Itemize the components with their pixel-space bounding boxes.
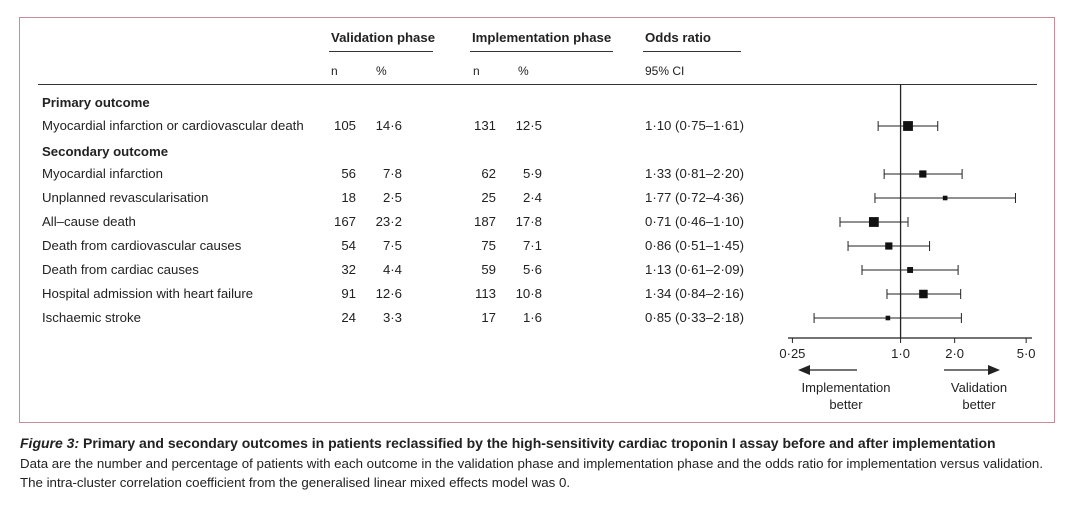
implementation-pct: 2·4 <box>522 190 542 205</box>
implementation-pct: 7·1 <box>522 238 542 253</box>
validation-n: 24 <box>341 310 356 325</box>
outcome-label: Myocardial infarction <box>42 166 163 181</box>
implementation-n: 75 <box>481 238 496 253</box>
implementation-n: 59 <box>481 262 496 277</box>
implementation-n: 25 <box>481 190 496 205</box>
validation-n: 18 <box>341 190 356 205</box>
validation-n-header: n <box>331 64 338 78</box>
validation-pct: 4·4 <box>382 262 402 277</box>
validation-n: 91 <box>341 286 356 301</box>
left-arrow-head <box>798 365 810 375</box>
validation-better-label: Validation <box>950 380 1008 395</box>
outcome-label: Death from cardiac causes <box>42 262 199 277</box>
odds-ratio-text: 1·13 (0·61–2·09) <box>645 262 744 277</box>
odds-ratio-marker <box>886 316 891 321</box>
validation-phase-header: Validation phase <box>331 30 436 45</box>
x-tick-label: 1·0 <box>891 346 910 361</box>
implementation-pct: 5·9 <box>522 166 542 181</box>
outcome-label: Death from cardiovascular causes <box>42 238 242 253</box>
odds-ratio-text: 1·34 (0·84–2·16) <box>645 286 744 301</box>
outcome-label: Ischaemic stroke <box>42 310 141 325</box>
primary-outcome-heading: Primary outcome <box>42 95 150 110</box>
implementation-better-label: better <box>829 397 863 412</box>
validation-n: 32 <box>341 262 356 277</box>
validation-pct: 23·2 <box>375 214 402 229</box>
odds-ratio-marker <box>919 170 926 177</box>
implementation-pct-header: % <box>518 64 529 78</box>
implementation-pct: 17·8 <box>515 214 542 229</box>
implementation-n: 62 <box>481 166 496 181</box>
odds-ratio-header: Odds ratio <box>645 30 711 45</box>
implementation-phase-header: Implementation phase <box>472 30 612 45</box>
odds-ratio-text: 0·71 (0·46–1·10) <box>645 214 744 229</box>
odds-ratio-marker <box>869 217 879 227</box>
caption-title <box>20 434 1060 452</box>
validation-pct: 7·8 <box>382 166 402 181</box>
implementation-better-label: Implementation <box>801 380 891 395</box>
figure-label: Figure 3: <box>20 435 80 451</box>
implementation-n: 187 <box>473 214 496 229</box>
implementation-n: 113 <box>474 286 496 301</box>
odds-ratio-text: 0·85 (0·33–2·18) <box>645 310 744 325</box>
outcome-label: Unplanned revascularisation <box>42 190 209 205</box>
odds-ratio-marker <box>903 121 913 131</box>
odds-ratio-text: 0·86 (0·51–1·45) <box>645 238 744 253</box>
figure-caption <box>20 434 1060 492</box>
implementation-n: 17 <box>481 310 496 325</box>
implementation-pct: 10·8 <box>515 286 542 301</box>
validation-pct: 14·6 <box>375 118 402 133</box>
odds-ratio-marker <box>943 196 948 201</box>
outcome-label: All–cause death <box>42 214 136 229</box>
odds-ratio-text: 1·33 (0·81–2·20) <box>645 166 744 181</box>
validation-pct: 12·6 <box>375 286 402 301</box>
implementation-pct: 1·6 <box>522 310 542 325</box>
implementation-pct: 5·6 <box>522 262 542 277</box>
odds-ratio-marker <box>919 290 928 299</box>
x-tick-label: 2·0 <box>945 346 965 361</box>
validation-n: 54 <box>341 238 356 253</box>
validation-n: 105 <box>333 118 356 133</box>
validation-pct: 3·3 <box>382 310 402 325</box>
validation-n: 56 <box>341 166 356 181</box>
validation-better-label: better <box>962 397 996 412</box>
implementation-n: 131 <box>473 118 496 133</box>
outcome-label: Myocardial infarction or cardiovascular death <box>42 118 304 133</box>
odds-ratio-marker <box>907 267 913 273</box>
odds-ratio-text: 1·10 (0·75–1·61) <box>645 118 744 133</box>
outcome-label: Hospital admission with heart failure <box>42 286 254 301</box>
secondary-outcome-heading: Secondary outcome <box>42 144 169 159</box>
x-tick-label: 5·0 <box>1016 346 1036 361</box>
x-tick-label: 0·25 <box>779 346 806 361</box>
odds-ratio-text: 1·77 (0·72–4·36) <box>645 190 744 205</box>
right-arrow-head <box>988 365 1000 375</box>
caption-title-text: Primary and secondary outcomes in patients reclassified by the high-sensitivity cardiac troponin I assay before and after implementation <box>83 435 996 451</box>
validation-n: 167 <box>333 214 356 229</box>
validation-pct-header: % <box>376 64 387 78</box>
odds-ratio-marker <box>885 242 892 249</box>
implementation-n-header: n <box>473 64 480 78</box>
validation-pct: 7·5 <box>382 238 402 253</box>
caption-body: Data are the number and percentage of patients with each outcome in the validation phase and implementation phase and the odds ratio for implementation versus validation. The intra-cluster correlation coefficient from the generalised linear mixed effects model was 0. <box>20 456 1044 490</box>
validation-pct: 2·5 <box>382 190 402 205</box>
ci-header: 95% CI <box>645 64 685 78</box>
implementation-pct: 12·5 <box>515 118 542 133</box>
